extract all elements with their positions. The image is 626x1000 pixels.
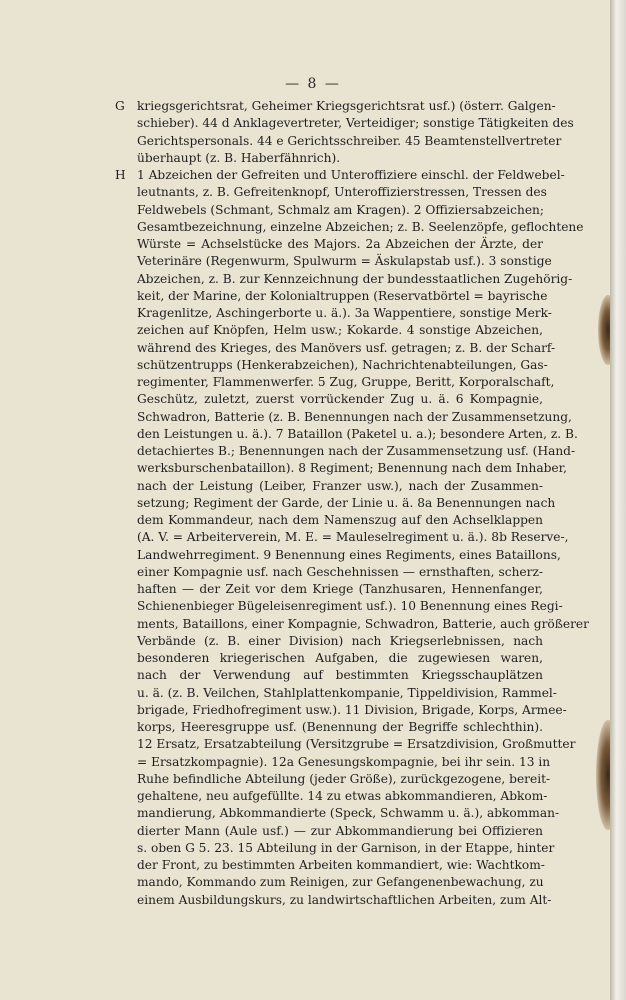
text-line: nach der Leistung (Leiber, Franzer usw.), nach der Zusammen- [137,478,543,493]
text-line: einer Kompagnie usf. nach Geschehnissen — ernsthaften, scherz- [137,564,543,579]
text-line: Gesamtbezeichnung, einzelne Abzeichen; z. B. Seelenzöpfe, geflochtene [137,219,584,234]
text-line: Schwadron, Batterie (z. B. Benennungen nach der Zusammensetzung, [137,409,572,424]
text-line: dierter Mann (Aule usf.) — zur Abkommandierung bei Offizieren [137,823,543,838]
text-line: nach der Verwendung auf bestimmten Kriegsschauplätzen [137,668,543,683]
text-line: 1 Abzeichen der Gefreiten und Unteroffiziere einschl. der Feldwebel- [137,168,565,182]
text-line: schützentrupps (Henkerabzeichen), Nachrichtenabteilungen, Gas- [137,357,548,372]
text-line: leutnants, z. B. Gefreitenknopf, Unteroffizierstressen, Tressen des [137,185,547,200]
text-line: Abzeichen, z. B. zur Kennzeichnung der bundesstaatlichen Zugehörig- [137,271,573,286]
text-line: gehaltene, neu aufgefüllte. 14 zu etwas abkommandieren, Abkom- [137,789,548,803]
text-line: (A. V. = Arbeiterverein, M. E. = Mauleselregiment u. ä.). 8b Reserve-, [137,530,569,545]
text-line: s. oben G 5. 23. 15 Abteilung in der Garnison, in der Etappe, hinter [137,840,555,855]
text-line: einem Ausbildungskurs, zu landwirtschaftlichen Arbeiten, zum Alt- [137,892,552,907]
text-line: zeichen auf Knöpfen, Helm usw.; Kokarde. 4 sonstige Abzeichen, [137,323,543,338]
section-marker: H [115,168,126,182]
text-line: Geschütz, zuletzt, zuerst vorrückender Zug u. ä. 6 Kompagnie, [137,392,543,407]
section-h [115,167,589,909]
text-line: besonderen kriegerischen Aufgaben, die zugewiesen waren, [137,651,543,665]
text-line: Ruhe befindliche Abteilung (jeder Größe), zurückgezogene, bereit- [137,771,551,786]
page-number: — 8 — [285,76,341,92]
section-g [115,98,574,167]
text-line: dem Kommandeur, nach dem Namenszug auf den Achselklappen [137,513,543,527]
text-line: mando, Kommando zum Reinigen, zur Gefangenenbewachung, zu [137,875,544,890]
text-line: brigade, Friedhofregiment usw.). 11 Division, Brigade, Korps, Armee- [137,702,567,717]
section-marker: G [115,99,125,113]
text-line: überhaupt (z. B. Haberfähnrich). [137,150,341,165]
text-line: Würste = Achselstücke des Majors. 2a Abzeichen der Ärzte, der [137,237,543,251]
text-line: den Leistungen u. ä.). 7 Bataillon (Paketel u. a.); besondere Arten, z. B. [137,426,578,441]
text-line: mandierung, Abkommandierte (Speck, Schwamm u. ä.), abkomman- [137,806,560,821]
text-line: Verbände (z. B. einer Division) nach Kriegserlebnissen, nach [137,633,543,648]
text-line: = Ersatzkompagnie). 12a Genesungskompagnie, bei ihr sein. 13 in [137,754,551,769]
text-line: ments, Bataillons, einer Kompagnie, Schwadron, Batterie, auch größerer [137,616,589,631]
text-line: Gerichtspersonals. 44 e Gerichtsschreiber. 45 Beamtenstellvertreter [137,133,562,148]
text-line: 12 Ersatz, Ersatzabteilung (Versitzgrube = Ersatzdivision, Großmutter [137,737,576,752]
body-text [115,98,589,909]
text-line: u. ä. (z. B. Veilchen, Stahlplattenkompanie, Tippeldivision, Rammel- [137,685,557,700]
text-line: Schienenbieger Bügeleisenregiment usf.). 10 Benennung eines Regi- [137,599,563,614]
text-line: während des Krieges, des Manövers usf. getragen; z. B. der Scharf- [137,340,556,355]
text-line: schieber). 44 d Anklagevertreter, Verteidiger; sonstige Tätigkeiten des [137,116,574,131]
text-line: Veterinäre (Regenwurm, Spulwurm = Äskulapstab usf.). 3 sonstige [137,254,552,269]
text-line: kriegsgerichtsrat, Geheimer Kriegsgerichtsrat usf.) (österr. Galgen- [137,99,556,113]
text-line: detachiertes B.; Benennungen nach der Zusammensetzung usf. (Hand- [137,444,576,458]
text-line: keit, der Marine, der Kolonialtruppen (Reservatbörtel = bayrische [137,288,548,303]
text-line: Kragenlitze, Aschingerborte u. ä.). 3a Wappentiere, sonstige Merk- [137,306,552,320]
text-line: setzung; Regiment der Garde, der Linie u. ä. 8a Benennungen nach [137,495,556,510]
text-line: korps, Heeresgruppe usf. (Benennung der Begriffe schlechthin). [137,720,543,734]
text-line: Landwehrregiment. 9 Benennung eines Regiments, eines Bataillons, [137,547,561,562]
text-line: regimenter, Flammenwerfer. 5 Zug, Gruppe, Beritt, Korporalschaft, [137,375,555,389]
text-line: werksburschenbataillon). 8 Regiment; Benennung nach dem Inhaber, [137,461,567,476]
text-line: haften — der Zeit vor dem Kriege (Tanzhusaren, Hennenfanger, [137,582,543,596]
text-line: Feldwebels (Schmant, Schmalz am Kragen). 2 Offiziersabzeichen; [137,202,545,217]
text-line: der Front, zu bestimmten Arbeiten kommandiert, wie: Wachtkom- [137,858,545,872]
page-edge [610,0,626,1000]
